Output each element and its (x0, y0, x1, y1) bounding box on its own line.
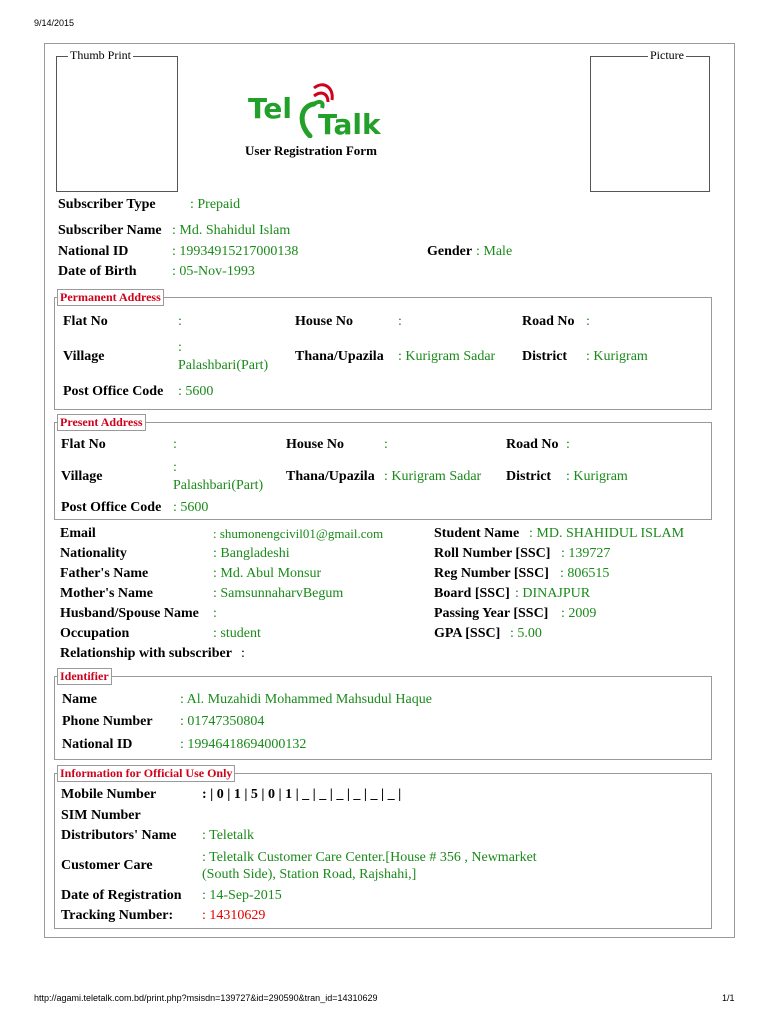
perm-village-colon: : (178, 340, 182, 355)
tracking-number-label: Tracking Number: (61, 908, 174, 923)
distributor-value: : Teletalk (202, 828, 255, 843)
identifier-name-label: Name (62, 692, 97, 707)
pres-district-value: : Kurigram (566, 469, 628, 484)
father-value: : Md. Abul Monsur (213, 566, 322, 581)
identifier-section (54, 676, 712, 760)
registration-date-label: Date of Registration (61, 888, 182, 903)
mobile-number-label: Mobile Number (61, 787, 157, 802)
sim-number-label: SIM Number (61, 808, 141, 823)
email-label: Email (60, 526, 96, 541)
email-value: : shumonengcivil01@gmail.com (213, 526, 384, 541)
identifier-legend: Identifier (57, 668, 112, 685)
logo-tel: Tel (248, 92, 292, 125)
print-date: 9/14/2015 (34, 18, 75, 28)
dob-value: : 05-Nov-1993 (172, 264, 255, 279)
picture-box (590, 56, 710, 192)
pres-house-label: House No (286, 437, 344, 452)
gender-label: Gender (427, 244, 473, 259)
perm-post-value: : 5600 (178, 384, 214, 399)
pres-road-label: Road No (506, 437, 559, 452)
father-label: Father's Name (60, 566, 149, 581)
board-value: : DINAJPUR (515, 586, 591, 601)
subscriber-type-label: Subscriber Type (58, 197, 156, 212)
perm-house-value: : (398, 314, 402, 329)
identifier-nid-value: : 19946418694000132 (180, 737, 307, 752)
occupation-label: Occupation (60, 626, 130, 641)
roll-label: Roll Number [SSC] (434, 546, 551, 561)
perm-post-label: Post Office Code (63, 384, 164, 399)
gpa-value: : 5.00 (510, 626, 542, 641)
perm-road-value: : (586, 314, 590, 329)
subscriber-type-value: : Prepaid (190, 197, 241, 212)
student-name-value: : MD. SHAHIDUL ISLAM (529, 526, 685, 541)
tracking-number-value: : 14310629 (202, 908, 266, 923)
relationship-label: Relationship with subscriber (60, 646, 232, 661)
passing-year-label: Passing Year [SSC] (434, 606, 549, 621)
spouse-value: : (213, 606, 217, 621)
subscriber-name-label: Subscriber Name (58, 223, 162, 238)
footer-url: http://agami.teletalk.com.bd/print.php?msisdn=139727&id=290590&tran_id=14310629 (34, 993, 378, 1003)
identifier-name-value: : Al. Muzahidi Mohammed Mahsudul Haque (180, 692, 432, 707)
pres-flat-label: Flat No (61, 437, 106, 452)
spouse-label: Husband/Spouse Name (60, 606, 199, 621)
identifier-phone-label: Phone Number (62, 714, 153, 729)
pres-post-label: Post Office Code (61, 500, 162, 515)
pres-district-label: District (506, 469, 552, 484)
identifier-phone-value: : 01747350804 (180, 714, 265, 729)
pres-road-value: : (566, 437, 570, 452)
customer-care-value-2: (South Side), Station Road, Rajshahi,] (202, 867, 417, 882)
identifier-nid-label: National ID (62, 737, 133, 752)
page-number: 1/1 (722, 993, 735, 1003)
pres-thana-label: Thana/Upazila (286, 469, 375, 484)
perm-flat-value: : (178, 314, 182, 329)
passing-year-value: : 2009 (561, 606, 597, 621)
form-title: User Registration Form (245, 143, 377, 158)
mobile-number-value: : | 0 | 1 | 5 | 0 | 1 | _ | _ | _ | _ | _ | _ | (202, 787, 402, 802)
logo-talk: Talk (318, 108, 381, 141)
perm-thana-label: Thana/Upazila (295, 349, 384, 364)
pres-house-value: : (384, 437, 388, 452)
dob-label: Date of Birth (58, 264, 137, 279)
nationality-value: : Bangladeshi (213, 546, 290, 561)
pres-village-colon: : (173, 460, 177, 475)
thumb-print-box (56, 56, 178, 192)
present-address-legend: Present Address (57, 414, 146, 431)
picture-label: Picture (650, 48, 684, 62)
reg-value: : 806515 (560, 566, 610, 581)
official-use-legend: Information for Official Use Only (57, 765, 235, 782)
board-label: Board [SSC] (434, 586, 510, 601)
national-id-value: : 19934915217000138 (172, 244, 299, 259)
customer-care-value-1: : Teletalk Customer Care Center.[House # 356 , Newmarket (202, 850, 537, 865)
relationship-value: : (241, 646, 245, 661)
thumb-print-label: Thumb Print (70, 48, 132, 62)
occupation-value: : student (213, 626, 261, 641)
mother-value: : SamsunnaharvBegum (213, 586, 344, 601)
subscriber-name-value: : Md. Shahidul Islam (172, 223, 291, 238)
student-name-label: Student Name (434, 526, 520, 541)
national-id-label: National ID (58, 244, 129, 259)
perm-district-value: : Kurigram (586, 349, 648, 364)
registration-date-value: : 14-Sep-2015 (202, 888, 282, 903)
customer-care-label: Customer Care (61, 858, 153, 873)
pres-thana-value: : Kurigram Sadar (384, 469, 482, 484)
pres-post-value: : 5600 (173, 500, 209, 515)
pres-flat-value: : (173, 437, 177, 452)
perm-district-label: District (522, 349, 568, 364)
mother-label: Mother's Name (60, 586, 153, 601)
distributor-label: Distributors' Name (61, 828, 177, 843)
perm-thana-value: : Kurigram Sadar (398, 349, 496, 364)
permanent-address-legend: Permanent Address (57, 289, 164, 306)
perm-flat-label: Flat No (63, 314, 108, 329)
perm-village-value: Palashbari(Part) (178, 358, 269, 373)
gender-value: : Male (476, 244, 513, 259)
perm-village-label: Village (63, 349, 105, 364)
nationality-label: Nationality (60, 546, 127, 561)
perm-house-label: House No (295, 314, 353, 329)
pres-village-label: Village (61, 469, 103, 484)
teletalk-logo-icon (296, 78, 336, 138)
pres-village-value: Palashbari(Part) (173, 478, 264, 493)
gpa-label: GPA [SSC] (434, 626, 501, 641)
reg-label: Reg Number [SSC] (434, 566, 549, 581)
perm-road-label: Road No (522, 314, 575, 329)
roll-value: : 139727 (561, 546, 611, 561)
